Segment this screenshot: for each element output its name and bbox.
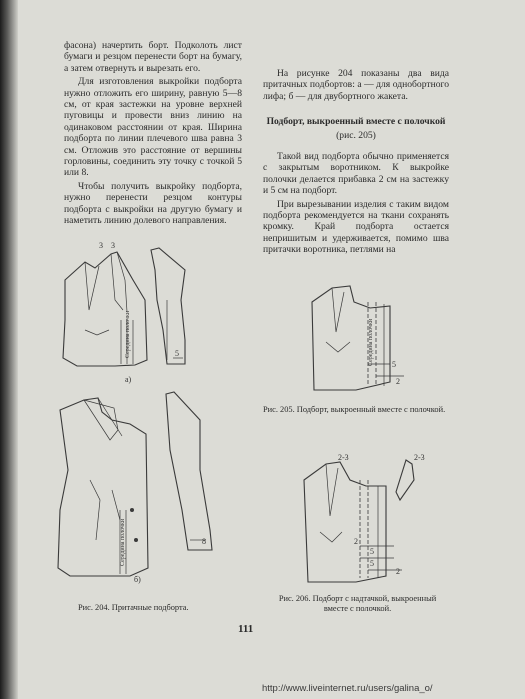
dimension-label: 2 bbox=[396, 567, 400, 576]
left-text-column bbox=[64, 40, 242, 229]
figure-204a bbox=[55, 240, 255, 400]
dimension-label: 2-3 bbox=[414, 453, 425, 462]
figure-205 bbox=[306, 282, 456, 402]
dimension-label: 8 bbox=[202, 537, 206, 546]
page-number: 111 bbox=[238, 623, 254, 635]
dimension-label: 3 bbox=[111, 241, 115, 250]
figure-206-caption: Рис. 206. Подборт с надтачкой, выкроенный вместе с полочкой. bbox=[278, 594, 437, 613]
right-text-column bbox=[263, 68, 449, 258]
strip-label: Середина полочки bbox=[125, 310, 131, 358]
figure-206 bbox=[296, 450, 466, 590]
figure-204b bbox=[50, 390, 250, 590]
paragraph: На рисунке 204 показаны два вида притачных подбортов: а — для однобортного лифа; б — для двубортного жакета. bbox=[263, 68, 449, 102]
paragraph: Чтобы получить выкройку подборта, нужно перенести резцом контуры подборта с выкройки на другую бумагу и наметить линию долевого направления. bbox=[64, 180, 242, 227]
section-heading: Подборт, выкроенный вместе с полочкой bbox=[266, 116, 446, 128]
dimension-label: 2 bbox=[354, 537, 358, 546]
paragraph: Для изготовления выкройки подборта нужно отложить его ширину, равную 5—8 см, от края застежки на уровне верхней пуговицы и провести вниз линию на одинаковом расстоянии от края. Ширина подборта по линии плечевого шва равна 3 см. Отложив это расстояние от вершины горловины, соединить эту точку с точкой 5 или 8. bbox=[64, 76, 242, 179]
dimension-label: 3 bbox=[99, 241, 103, 250]
section-subheading: (рис. 205) bbox=[336, 129, 376, 141]
dimension-label: 5 bbox=[175, 349, 179, 358]
paragraph: При вырезывании изделия с таким видом подборта рекомендуется на ткани сохранять кромку. Край подборта остается непришитым и удерживается, помимо шва притачки воротника, петлями на bbox=[263, 198, 449, 256]
figure-label: а) bbox=[125, 375, 132, 384]
dimension-label: 2 bbox=[396, 377, 400, 386]
dimension-label: 5 bbox=[392, 360, 396, 369]
dimension-label: 2-3 bbox=[338, 453, 349, 462]
source-url[interactable]: http://www.liveinternet.ru/users/galina_o/ bbox=[262, 683, 433, 694]
dimension-label: 5 bbox=[370, 559, 374, 568]
paragraph: Такой вид подборта обычно применяется с закрытым воротником. К выкройке полочки делается прибавка 2 см на застежку и 5 см на подборт. bbox=[263, 151, 449, 197]
dimension-label: 5 bbox=[370, 547, 374, 556]
paragraph: фасона) начертить борт. Подколоть лист бумаги и резцом перенести борт на бумагу, а затем отвернуть и вырезать его. bbox=[64, 40, 242, 74]
strip-label: Середина полочки bbox=[120, 518, 126, 566]
figure-205-caption: Рис. 205. Подборт, выкроенный вместе с полочкой. bbox=[263, 405, 446, 414]
figure-204-caption: Рис. 204. Притачные подборта. bbox=[78, 603, 189, 612]
figure-label: б) bbox=[134, 575, 141, 584]
strip-label: Середина полочки bbox=[368, 318, 374, 366]
